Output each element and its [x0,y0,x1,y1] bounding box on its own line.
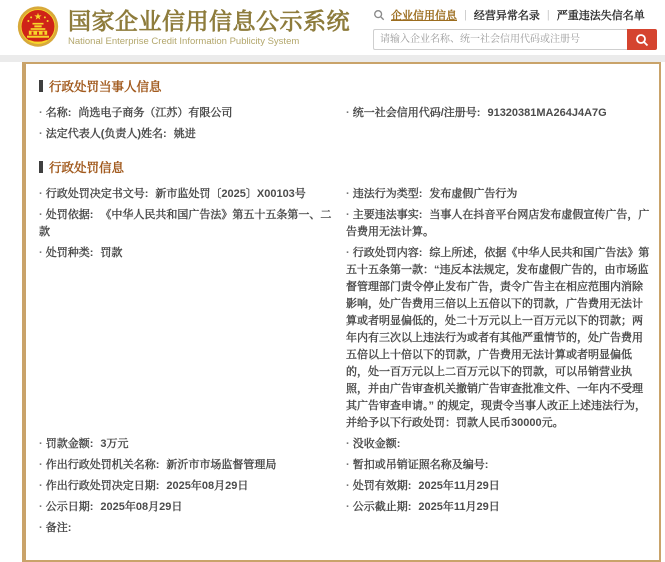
magnifier-icon [635,33,649,47]
field-value: 新市监处罚〔2025〕X00103号 [155,188,306,200]
penalty-info-section [39,158,651,540]
info-row [39,185,651,206]
brand-text [68,8,350,47]
penalty-section-title-text: 行政处罚信息 [49,161,125,175]
info-row [39,104,651,125]
field-remarks [39,519,334,540]
field-empty [346,125,651,146]
search-bar [373,29,657,50]
field-main-illegal-facts [346,206,651,244]
field-label: · 暂扣或吊销证照名称及编号: [346,459,488,471]
site-title: 国家企业信用信息公示系统 [68,7,350,34]
field-value: 2025年11月29日 [418,480,500,492]
header-right [373,5,657,50]
nav-separator: | [546,9,550,21]
field-legal-rep-name [39,125,334,146]
nav-link-enterprise-credit-info[interactable]: 企业信用信息 [391,10,457,22]
field-empty [346,519,651,540]
field-label: · 处罚有效期: [346,480,411,492]
search-input[interactable] [373,29,627,50]
field-penalty-authority [39,456,334,477]
national-emblem-icon [16,5,60,49]
section-bullet-icon [39,80,43,92]
field-label: · 公示日期: [39,501,93,513]
field-label: · 法定代表人(负责人)姓名: [39,128,167,140]
site-header [0,0,665,55]
field-label: · 处罚依据: [39,209,93,221]
field-label: · 违法行为类型: [346,188,422,200]
field-violation-type [346,185,651,206]
info-row [39,125,651,146]
field-label: · 没收金额: [346,438,400,450]
field-label: · 统一社会信用代码/注册号: [346,107,480,119]
field-publicity-end-date [346,498,651,519]
field-label: · 罚款金额: [39,438,93,450]
field-value: 当事人在抖音平台网店发布虚假宣传广告，广告费用无法计算。 [346,209,650,238]
search-button[interactable] [627,29,657,50]
info-row [39,435,651,456]
field-penalty-category [39,244,334,435]
field-value: 尚选电子商务（江苏）有限公司 [78,107,233,119]
field-company-name [39,104,334,125]
party-info-section [39,77,651,146]
info-row [39,244,651,435]
site-subtitle: National Enterprise Credit Information Publicity System [68,35,300,47]
party-section-title [39,77,651,95]
field-label: · 行政处罚内容: [346,247,422,259]
field-decision-date [39,477,334,498]
field-credit-code [346,104,651,125]
field-label: · 名称: [39,107,71,119]
field-label: · 作出行政处罚机关名称: [39,459,159,471]
nav-link-serious-violations-list[interactable]: 严重违法失信名单 [556,10,645,22]
field-license-revocation [346,456,651,477]
search-type-nav [373,7,657,23]
field-value: 3万元 [100,438,129,450]
field-value: 新沂市市场监督管理局 [166,459,277,471]
field-confiscation-amount [346,435,651,456]
info-row [39,498,651,519]
field-label: · 行政处罚决定书文号: [39,188,148,200]
party-section-title-text: 行政处罚当事人信息 [49,80,162,94]
field-penalty-content [346,244,651,435]
header-divider [0,55,665,62]
info-row [39,206,651,244]
field-value: 91320381MA264J4A7G [487,107,607,119]
penalty-section-title [39,158,651,176]
penalty-detail-panel [22,62,661,562]
site-logo-link[interactable] [16,5,350,49]
field-value: 姚进 [173,128,196,140]
section-bullet-icon [39,161,43,173]
nav-link-abnormal-operations-list[interactable]: 经营异常名录 [473,10,540,22]
info-row [39,477,651,498]
field-value: 《中华人民共和国广告法》第五十五条第一、二款 [39,209,332,238]
field-label: · 备注: [39,522,71,534]
field-value: 2025年08月29日 [166,480,249,492]
info-row [39,519,651,540]
field-penalty-basis [39,206,334,244]
field-label: · 公示截止期: [346,501,411,513]
field-value: 罚款 [100,247,123,259]
field-label: · 作出行政处罚决定日期: [39,480,159,492]
field-value: 2025年08月29日 [100,501,183,513]
field-value: 2025年11月29日 [418,501,500,513]
field-label: · 主要违法事实: [346,209,422,221]
field-fine-amount [39,435,334,456]
info-row [39,456,651,477]
nav-separator: | [464,9,467,21]
field-value: 发布虚假广告行为 [429,188,518,200]
field-decision-doc-number [39,185,334,206]
field-penalty-valid-until [346,477,651,498]
search-icon [373,9,385,21]
field-label: · 处罚种类: [39,247,93,259]
field-value: 综上所述，依据《中华人民共和国广告法》第五十五条第一款：“违反本法规定，发布虚假广告的，由市场监督管理部门责令停止发布广告，责令广告主在相应范围内消除影响，处广告费用三倍以上五倍以下的罚款，广告费用无法计算或者明显偏低的，处二十万元以上一百万元以下的罚款；两年内有三次以上违法行为或者有其他严重情节的，处广告费用五倍以上十倍以下的罚款，广告费用无法计算或者明显偏低的，处一百万元以上二百万元以下的罚款，可以吊销营业执照，并由广告审查机关撤销广告审查批准文件、一年内不受理其广告审查申请。” 的规定，现责令当事人改正上述违法行为，并给予以下行政处罚：罚款人民币30000元。 [346,247,650,429]
field-publicity-date [39,498,334,519]
